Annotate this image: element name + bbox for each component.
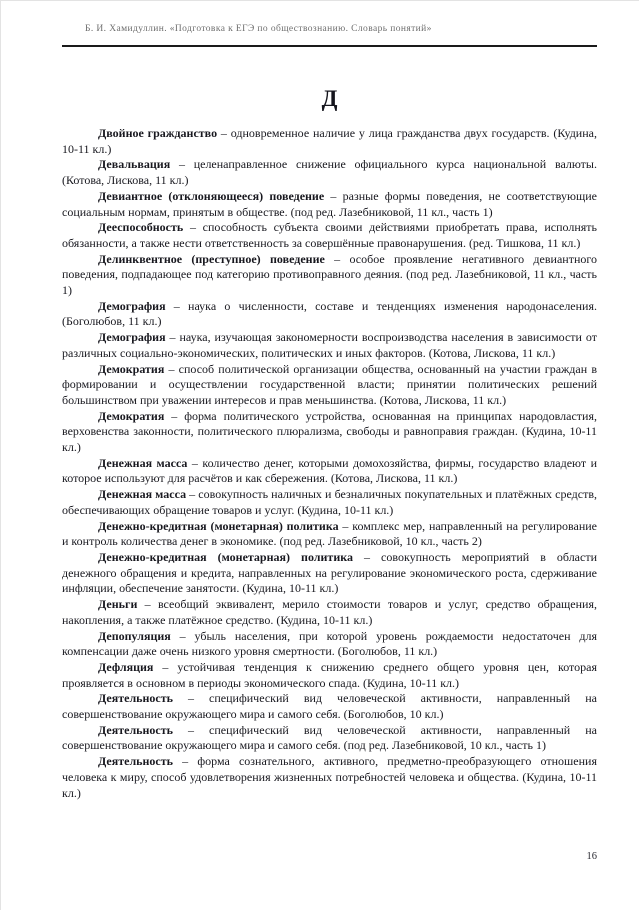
entry-definition: – форма сознательного, активного, предметно-преобразующего отношения человека к миру, способ удовлетворения жизненных потребностей человека и общества. (Кудина, 10-11 кл.): [62, 754, 597, 800]
entry-definition: – комплекс мер, направленный на регулирование и контроль количества денег в экономике. (под ред. Лазебниковой, 10 кл., часть 2): [62, 518, 597, 549]
dictionary-entry: [62, 550, 597, 597]
dictionary-entry: [62, 660, 597, 691]
entry-term: Деятельность: [98, 722, 173, 737]
dictionary-entry: [62, 723, 597, 754]
dictionary-entry: [62, 456, 597, 487]
dictionary-entry: [62, 691, 597, 722]
entry-definition: – специфический вид человеческой активности, направленный на совершенствование окружающего мира и самого себя. (Боголюбов, 10 кл.): [62, 691, 597, 722]
entry-definition: – совокупность наличных и безналичных покупательных и платёжных средств, обеспечивающих обращение товаров и услуг. (Кудина, 10-11 кл.): [62, 487, 598, 517]
entry-definition: – способ политической организации общества, основанный на участии граждан в формировании и осуществлении государственной власти; принятии политических решений большинством при уважении интересов и прав меньшинства. (Котова, Лискова, 11 кл.): [62, 361, 597, 407]
running-header: Б. И. Хамидуллин. «Подготовка к ЕГЭ по обществознанию. Словарь понятий»: [85, 24, 432, 34]
entry-definition: – убыль населения, при которой уровень рождаемости недостаточен для компенсации даже очень низкого уровня смертности. (Боголюбов, 11 кл.): [62, 628, 597, 659]
entry-term: Демократия: [98, 408, 165, 423]
entry-term: Деятельность: [98, 754, 173, 769]
entry-definition: – способность субъекта своими действиями приобретать права, исполнять обязанности, а также нести ответственность за совершённые правонарушения. (ред. Тишкова, 11 кл.): [62, 220, 597, 250]
entry-definition: – устойчивая тенденция к снижению среднего общего уровня цен, которая проявляется в основном в периоды экономического спада. (Кудина, 10-11 кл.): [62, 659, 597, 690]
entry-term: Денежно-кредитная (монетарная) политика: [98, 549, 353, 564]
entry-term: Демография: [98, 330, 166, 345]
dictionary-entry: [62, 126, 597, 157]
dictionary-entry: [62, 189, 597, 220]
dictionary-entry: [62, 157, 597, 188]
header-rule: [62, 45, 597, 47]
dictionary-entry: [62, 362, 597, 409]
entry-definition: – особое проявление негативного девиантного поведения, подпадающее под категорию противоправного деяния. (под ред. Лазебниковой, 11 кл., часть 1): [62, 251, 597, 298]
dictionary-entry: [62, 409, 597, 456]
dictionary-entry: [62, 330, 597, 361]
page-number: 16: [586, 851, 597, 862]
entry-term: Деятельность: [98, 691, 173, 706]
section-letter: Д: [321, 86, 338, 111]
entry-term: Девиантное (отклоняющееся) поведение: [98, 188, 325, 203]
entry-term: Демократия: [98, 361, 165, 376]
entry-term: Депопуляция: [98, 628, 171, 643]
entry-term: Дееспособность: [98, 220, 184, 235]
entry-term: Денежная масса: [98, 455, 188, 470]
entry-term: Демография: [98, 298, 166, 313]
entry-definition: – всеобщий эквивалент, мерило стоимости товаров и услуг, средство обращения, накопления, а также платёжное средство. (Кудина, 10-11 кл.): [62, 597, 597, 627]
dictionary-entry: [62, 299, 597, 330]
entry-definition: – совокупность мероприятий в области денежного обращения и кредита, направленных на регулирование экономического роста, сдерживание инфляции, обеспечение занятости. (Кудина, 10-11 кл.): [62, 549, 598, 596]
entry-term: Денежная масса: [98, 487, 187, 502]
dictionary-entry: [62, 220, 597, 251]
entry-term: Дефляция: [98, 659, 154, 674]
entry-definition: – разные формы поведения, не соответствующие социальным нормам, принятым в обществе. (под ред. Лазебниковой, 11 кл., часть 1): [62, 188, 598, 219]
dictionary-entry: [62, 754, 597, 801]
entry-term: Денежно-кредитная (монетарная) политика: [98, 518, 339, 533]
entry-definition: – наука, изучающая закономерности воспроизводства населения в зависимости от различных социально-экономических, политических и иных факторов. (Котова, Лискова, 11 кл.): [62, 330, 597, 360]
entry-term: Двойное гражданство: [98, 126, 218, 140]
entry-definition: – одновременное наличие у лица гражданства двух государств. (Кудина, 10-11 кл.): [62, 126, 597, 156]
dictionary-entry: [62, 519, 597, 550]
dictionary-entry: [62, 487, 597, 518]
entries: [62, 126, 597, 801]
entry-term: Делинквентное (преступное) поведение: [98, 251, 325, 266]
entry-definition: – количество денег, которыми домохозяйства, фирмы, государство владеют и которое используют для расчётов и как сбережения. (Котова, Лискова, 11 кл.): [62, 455, 597, 486]
dictionary-entry: [62, 597, 597, 628]
entry-term: Деньги: [98, 597, 138, 612]
entry-term: Девальвация: [98, 157, 171, 172]
entry-definition: – специфический вид человеческой активности, направленный на совершенствование окружающего мира и самого себя. (под ред. Лазебниковой, 10 кл., часть 1): [62, 722, 597, 753]
dictionary-entry: [62, 252, 597, 299]
entry-definition: – наука о численности, составе и тенденциях изменения народонаселения. (Боголюбов, 11 кл.): [62, 298, 597, 329]
entry-definition: – целенаправленное снижение официального курса национальной валюты. (Котова, Лискова, 11 кл.): [62, 157, 597, 188]
entry-definition: – форма политического устройства, основанная на принципах народовластия, верховенства законности, политического плюрализма, свободы и равноправия граждан. (Кудина, 10-11 кл.): [62, 408, 597, 455]
dictionary-entry: [62, 629, 597, 660]
